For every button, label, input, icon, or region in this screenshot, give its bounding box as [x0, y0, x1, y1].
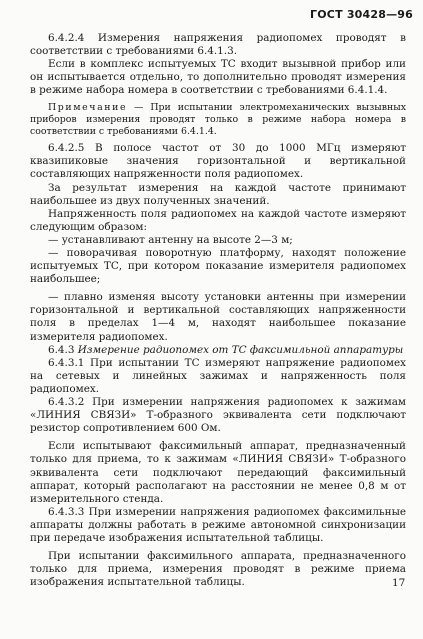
note-text: — При испытании электромеханических вызывных приборов измерения проводят только в режиме набора номера в соответствии с требованиями 6.4.1.4.	[30, 102, 406, 137]
section-title: Измерение радиопомех от ТС факсимильной аппаратуры	[77, 343, 404, 356]
list-item-antenna-height: — устанавливают антенну на высоте 2—3 м;	[48, 233, 293, 246]
clause-6-4-3-2: 6.4.3.2 При измерении напряжения радиопомех к зажимам «ЛИНИЯ СВЯЗИ» Т-образного эквивалента сети подключают резистор сопротивлением 600 Ом.	[30, 396, 406, 435]
paragraph-method-intro: Напряженность поля радиопомех на каждой частоте измеряют следующим образом:	[30, 207, 406, 233]
section-number: 6.4.3	[48, 343, 78, 356]
section-6-4-3-heading	[30, 344, 406, 357]
note-label: Примечание	[48, 102, 128, 114]
list-item-antenna-scan: — плавно изменяя высоту установки антенны при измерении горизонтальной и вертикальной составляющих напряженности поля в пределах 1—4 м, находят наибольшее показание измерителя радиопомех.	[30, 291, 406, 343]
clause-6-4-2-5: 6.4.2.5 В полосе частот от 30 до 1000 МГц измеряют квазипиковые значения горизонтальной и вертикальной составляющих напряженности поля радиопомех.	[30, 142, 406, 181]
paragraph-receive-only: Если испытывают факсимильный аппарат, предназначенный только для приема, то к зажимам «ЛИНИЯ СВЯЗИ» Т-образного эквивалента сети подключают передающий факсимильный аппарат, который располагают на расстоянии не менее 0,8 м от измерительного стенда.	[30, 440, 406, 505]
clause-6-4-3-3: 6.4.3.3 При измерении напряжения радиопомех факсимильные аппараты должны работать в режиме автономной синхронизации при передаче изображения испытательной таблицы.	[30, 505, 406, 544]
paragraph-receive-mode: При испытании факсимильного аппарата, предназначенного только для приема, измерения проводят в режиме приема изображения испытательной таблицы.	[30, 550, 406, 589]
page-number: 17	[392, 577, 406, 589]
paragraph-calling-device: Если в комплекс испытуемых ТС входит вызывной прибор или он испытывается отдельно, то дополнительно проводят измерения в режиме набора номера в соответствии с требованиями 6.4.1.4.	[30, 58, 406, 97]
standard-code-header: ГОСТ 30428—96	[310, 8, 413, 21]
note-paragraph	[30, 102, 406, 137]
list-item-rotate-platform: — поворачивая поворотную платформу, находят положение испытуемых ТС, при котором показание измерителя радиопомех наибольшее;	[30, 247, 406, 286]
document-body	[30, 32, 406, 589]
clause-6-4-3-1: 6.4.3.1 При испытании ТС измеряют напряжение радиопомех на сетевых и линейных зажимах и напряженность поля радиопомех.	[30, 356, 406, 395]
paragraph-result: За результат измерения на каждой частоте принимают наибольшее из двух полученных значений.	[30, 181, 406, 207]
clause-6-4-2-4: 6.4.2.4 Измерения напряжения радиопомех проводят в соответствии с требованиями 6.4.1.3.	[30, 32, 406, 58]
